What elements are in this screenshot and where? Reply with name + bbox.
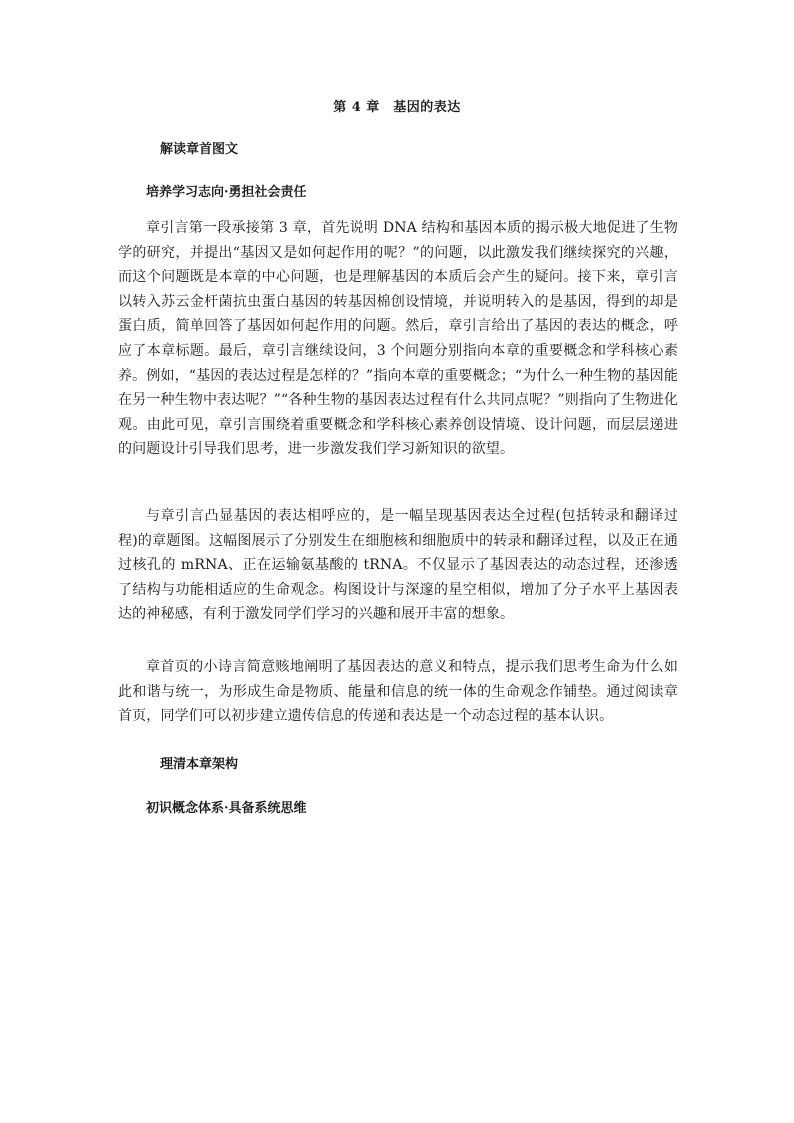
chapter-title: 第 4 章 基因的表达: [333, 100, 461, 115]
section-heading-read-chapter-intro: 解读章首图文: [160, 142, 239, 157]
paragraph-chapter-figure: 与章引言凸显基因的表达相呼应的，是一幅呈现基因表达全过程(包括转录和翻译过程)的章题图。这幅图展示了分别发生在细胞核和细胞质中的转录和翻译过程，以及正在通过核孔的 mRNA、正在运输氨基酸的 tRNA。不仅显示了基因表达的动态过程，还渗透了结构与功能相适应的生命观念。构图设计与深邃的星空相似，增加了分子水平上基因表达的神秘感，有利于激发同学们学习的兴趣和展开丰富的想象。: [118, 508, 678, 623]
paragraph-chapter-intro: 章引言第一段承接第 3 章，首先说明 DNA 结构和基因本质的揭示极大地促进了生物学的研究，并提出“基因又是如何起作用的呢？”的问题，以此激发我们继续探究的兴趣，而这个问题既是本章的中心问题，也是理解基因的本质后会产生的疑问。接下来，章引言以转入苏云金杆菌抗虫蛋白基因的转基因棉创设情境，并说明转入的是基因，得到的却是蛋白质，简单回答了基因如何起作用的问题。然后，章引言给出了基因的表达的概念，呼应了本章标题。最后，章引言继续设问，3 个问题分别指向本章的重要概念和学科核心素养。例如，“基因的表达过程是怎样的？”指向本章的重要概念；“为什么一种生物的基因能在另一种生物中表达呢？”“各种生物的基因表达过程有什么共同点呢？”则指向了生物进化观。由此可见，章引言围绕着重要概念和学科核心素养创设情境、设计问题，而层层递进的问题设计引导我们思考，进一步激发我们学习新知识的欲望。: [118, 220, 678, 458]
subheading-concept-system: 初识概念体系·具备系统思维: [146, 801, 307, 816]
paragraph-chapter-poem: 章首页的小诗言简意赅地阐明了基因表达的意义和特点，提示我们思考生命为什么如此和谐与统一，为形成生命是物质、能量和信息的统一体的生命观念作铺垫。通过阅读章首页，同学们可以初步建立遗传信息的传递和表达是一个动态过程的基本认识。: [118, 659, 678, 725]
section-heading-chapter-structure: 理清本章架构: [160, 757, 239, 772]
subheading-learning-aspiration: 培养学习志向·勇担社会责任: [146, 185, 307, 200]
